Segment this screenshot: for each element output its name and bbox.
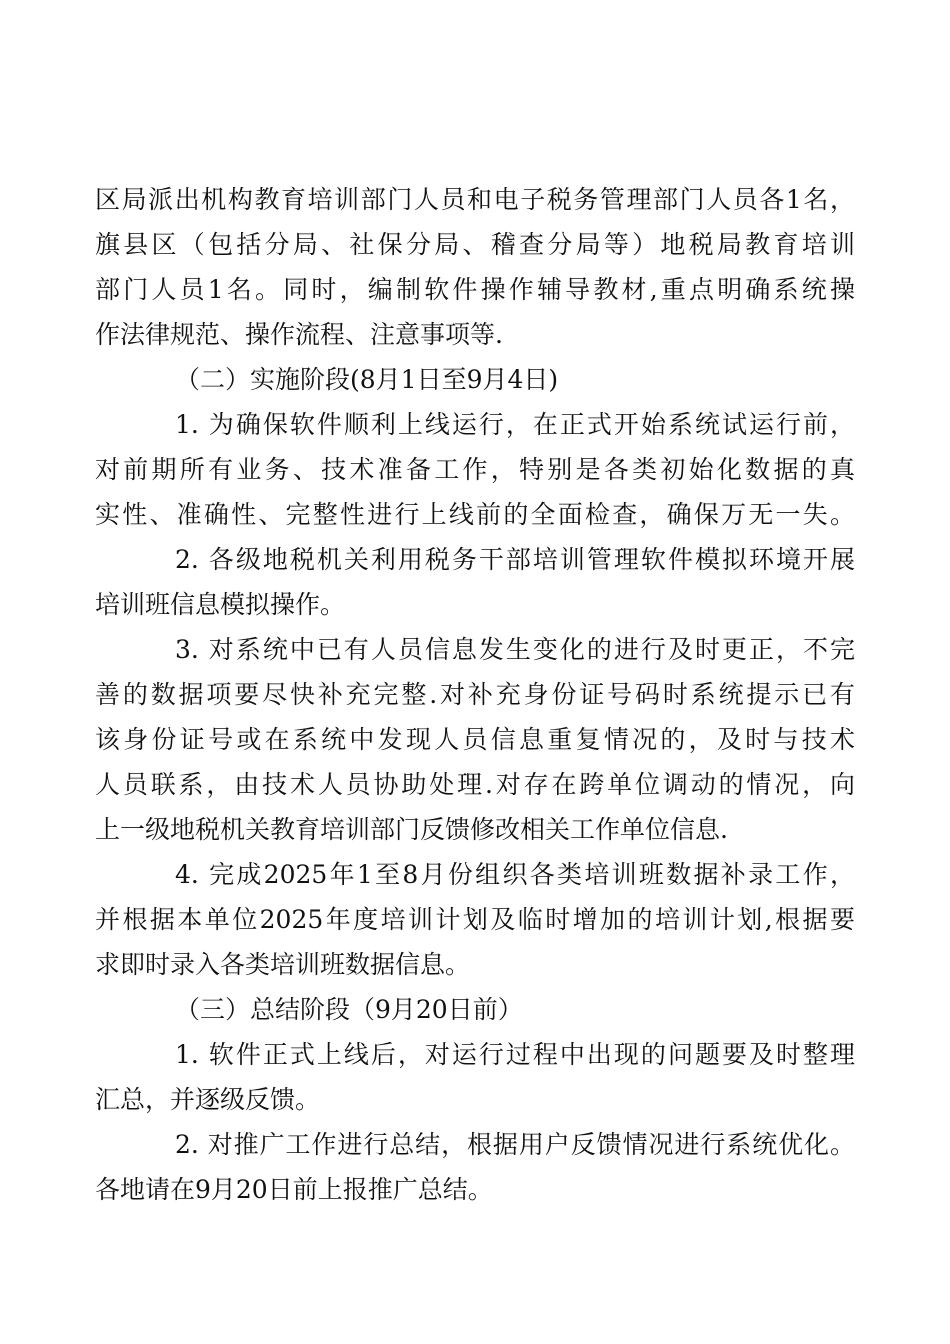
text-line: 各地请在9月20日前上报推广总结。 (95, 1175, 493, 1204)
text-line: 并根据本单位2025年度培训计划及临时增加的培训计划,根据要 (95, 905, 855, 934)
text-line: 实性、准确性、完整性进行上线前的全面检查，确保万无一失。 (95, 500, 855, 529)
text-line: 旗县区（包括分局、社保分局、稽查分局等）地税局教育培训 (95, 230, 855, 259)
text-line: 该身份证号或在系统中发现人员信息重复情况的，及时与技术 (95, 725, 855, 754)
text-line: 4. 完成2025年1至8月份组织各类培训班数据补录工作， (175, 860, 855, 889)
text-line: 求即时录入各类培训班数据信息。 (95, 950, 471, 979)
text-line: 3. 对系统中已有人员信息发生变化的进行及时更正，不完 (175, 635, 855, 664)
text-line: 2. 对推广工作进行总结，根据用户反馈情况进行系统优化。 (175, 1130, 855, 1159)
text-line: 1. 为确保软件顺利上线运行，在正式开始系统试运行前， (175, 410, 855, 439)
text-line: 上一级地税机关教育培训部门反馈修改相关工作单位信息. (95, 815, 728, 844)
text-line: 1. 软件正式上线后，对运行过程中出现的问题要及时整理 (175, 1040, 855, 1069)
text-line: 2. 各级地税机关利用税务干部培训管理软件模拟环境开展 (175, 545, 855, 574)
text-line: 善的数据项要尽快补充完整.对补充身份证号码时系统提示已有 (95, 680, 855, 709)
section-heading: （二）实施阶段(8月1日至9月4日) (175, 365, 559, 394)
section-heading: （三）总结阶段（9月20日前） (175, 995, 523, 1024)
text-line: 部门人员1名。同时，编制软件操作辅导教材,重点明确系统操 (95, 275, 855, 304)
text-line: 作法律规范、操作流程、注意事项等. (95, 320, 503, 349)
text-line: 汇总，并逐级反馈。 (95, 1085, 321, 1114)
text-line: 对前期所有业务、技术准备工作，特别是各类初始化数据的真 (95, 455, 855, 484)
text-line: 培训班信息模拟操作。 (95, 590, 346, 619)
text-line: 区局派出机构教育培训部门人员和电子税务管理部门人员各1名， (95, 185, 855, 214)
text-line: 人员联系，由技术人员协助处理.对存在跨单位调动的情况，向 (95, 770, 855, 799)
